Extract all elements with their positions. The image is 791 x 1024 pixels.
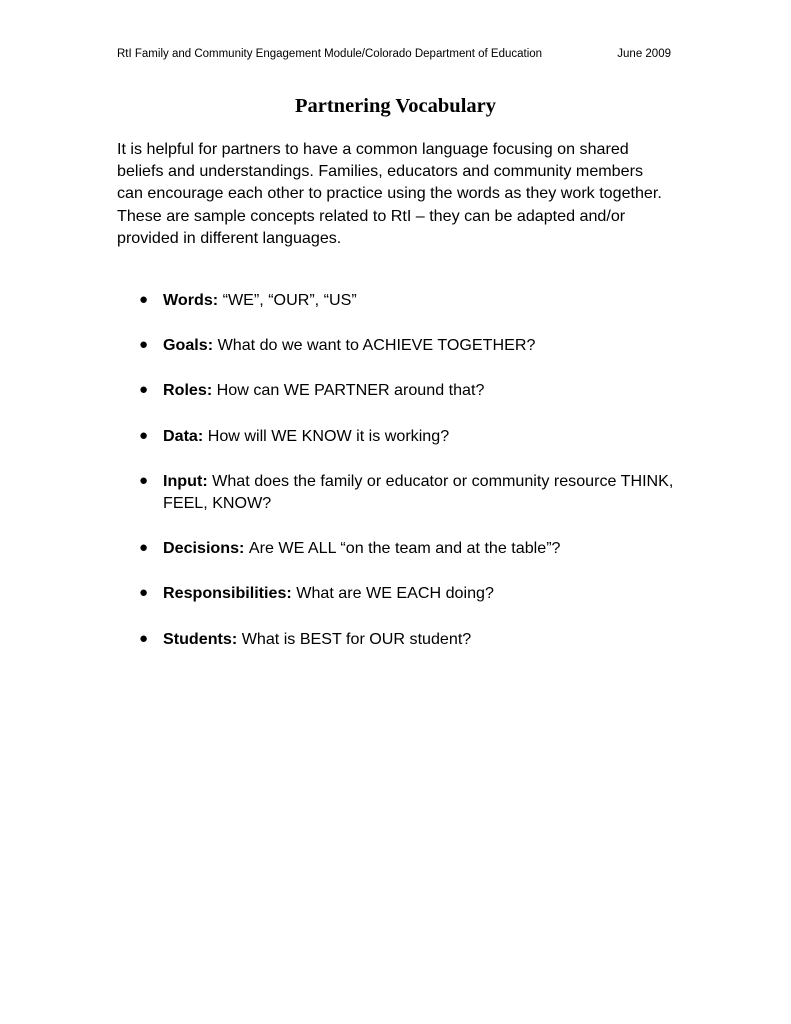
intro-paragraph: It is helpful for partners to have a common language focusing on shared beliefs and understandings. Families, educators and community members can encourage each other to practice using the words as they work together. These are sample concepts related to RtI – they can be adapted and/or provided in different languages. — [117, 140, 662, 247]
vocabulary-term: Input: — [163, 471, 213, 490]
vocabulary-description: How will WE KNOW it is working? — [207, 426, 450, 445]
bullet-icon: ● — [139, 539, 149, 557]
vocabulary-description: “WE”, “OUR”, “US” — [222, 291, 357, 309]
bullet-icon: ● — [139, 381, 149, 399]
bullet-icon: ● — [139, 471, 149, 489]
bullet-icon: ● — [139, 291, 149, 308]
bullet-icon: ● — [139, 584, 149, 602]
vocabulary-description: Are WE ALL “on the team and at the table”? — [248, 539, 561, 558]
running-header — [117, 46, 671, 62]
vocabulary-term: Responsibilities: — [163, 584, 297, 603]
vocabulary-description: What are WE EACH doing? — [296, 584, 494, 603]
bullet-icon: ● — [139, 426, 149, 444]
vocabulary-item-goals — [117, 334, 677, 356]
vocabulary-item-responsibilities — [117, 582, 677, 604]
header-date: June 2009 — [617, 48, 671, 60]
vocabulary-description: What do we want to ACHIEVE TOGETHER? — [217, 336, 536, 355]
header-source: RtI Family and Community Engagement Module/Colorado Department of Education — [117, 48, 543, 60]
vocabulary-description: How can WE PARTNER around that? — [216, 381, 485, 400]
vocabulary-term: Students: — [163, 629, 242, 648]
vocabulary-term: Data: — [163, 426, 208, 445]
vocabulary-term: Roles: — [163, 381, 217, 400]
vocabulary-item-students — [117, 628, 677, 650]
vocabulary-list — [117, 289, 677, 673]
vocabulary-description: What does the family or educator or community resource THINK, FEEL, KNOW? — [163, 471, 674, 513]
vocabulary-item-input — [117, 470, 677, 514]
bullet-icon: ● — [139, 336, 149, 354]
vocabulary-term: Goals: — [163, 336, 218, 355]
vocabulary-description: What is BEST for OUR student? — [241, 629, 472, 648]
vocabulary-item-words — [117, 289, 677, 311]
vocabulary-term: Decisions: — [163, 539, 249, 558]
vocabulary-item-roles — [117, 379, 677, 401]
document-title: Partnering Vocabulary — [294, 95, 497, 117]
vocabulary-item-decisions — [117, 537, 677, 559]
bullet-icon: ● — [139, 629, 149, 647]
vocabulary-item-data — [117, 425, 677, 447]
vocabulary-term: Words: — [163, 291, 223, 309]
